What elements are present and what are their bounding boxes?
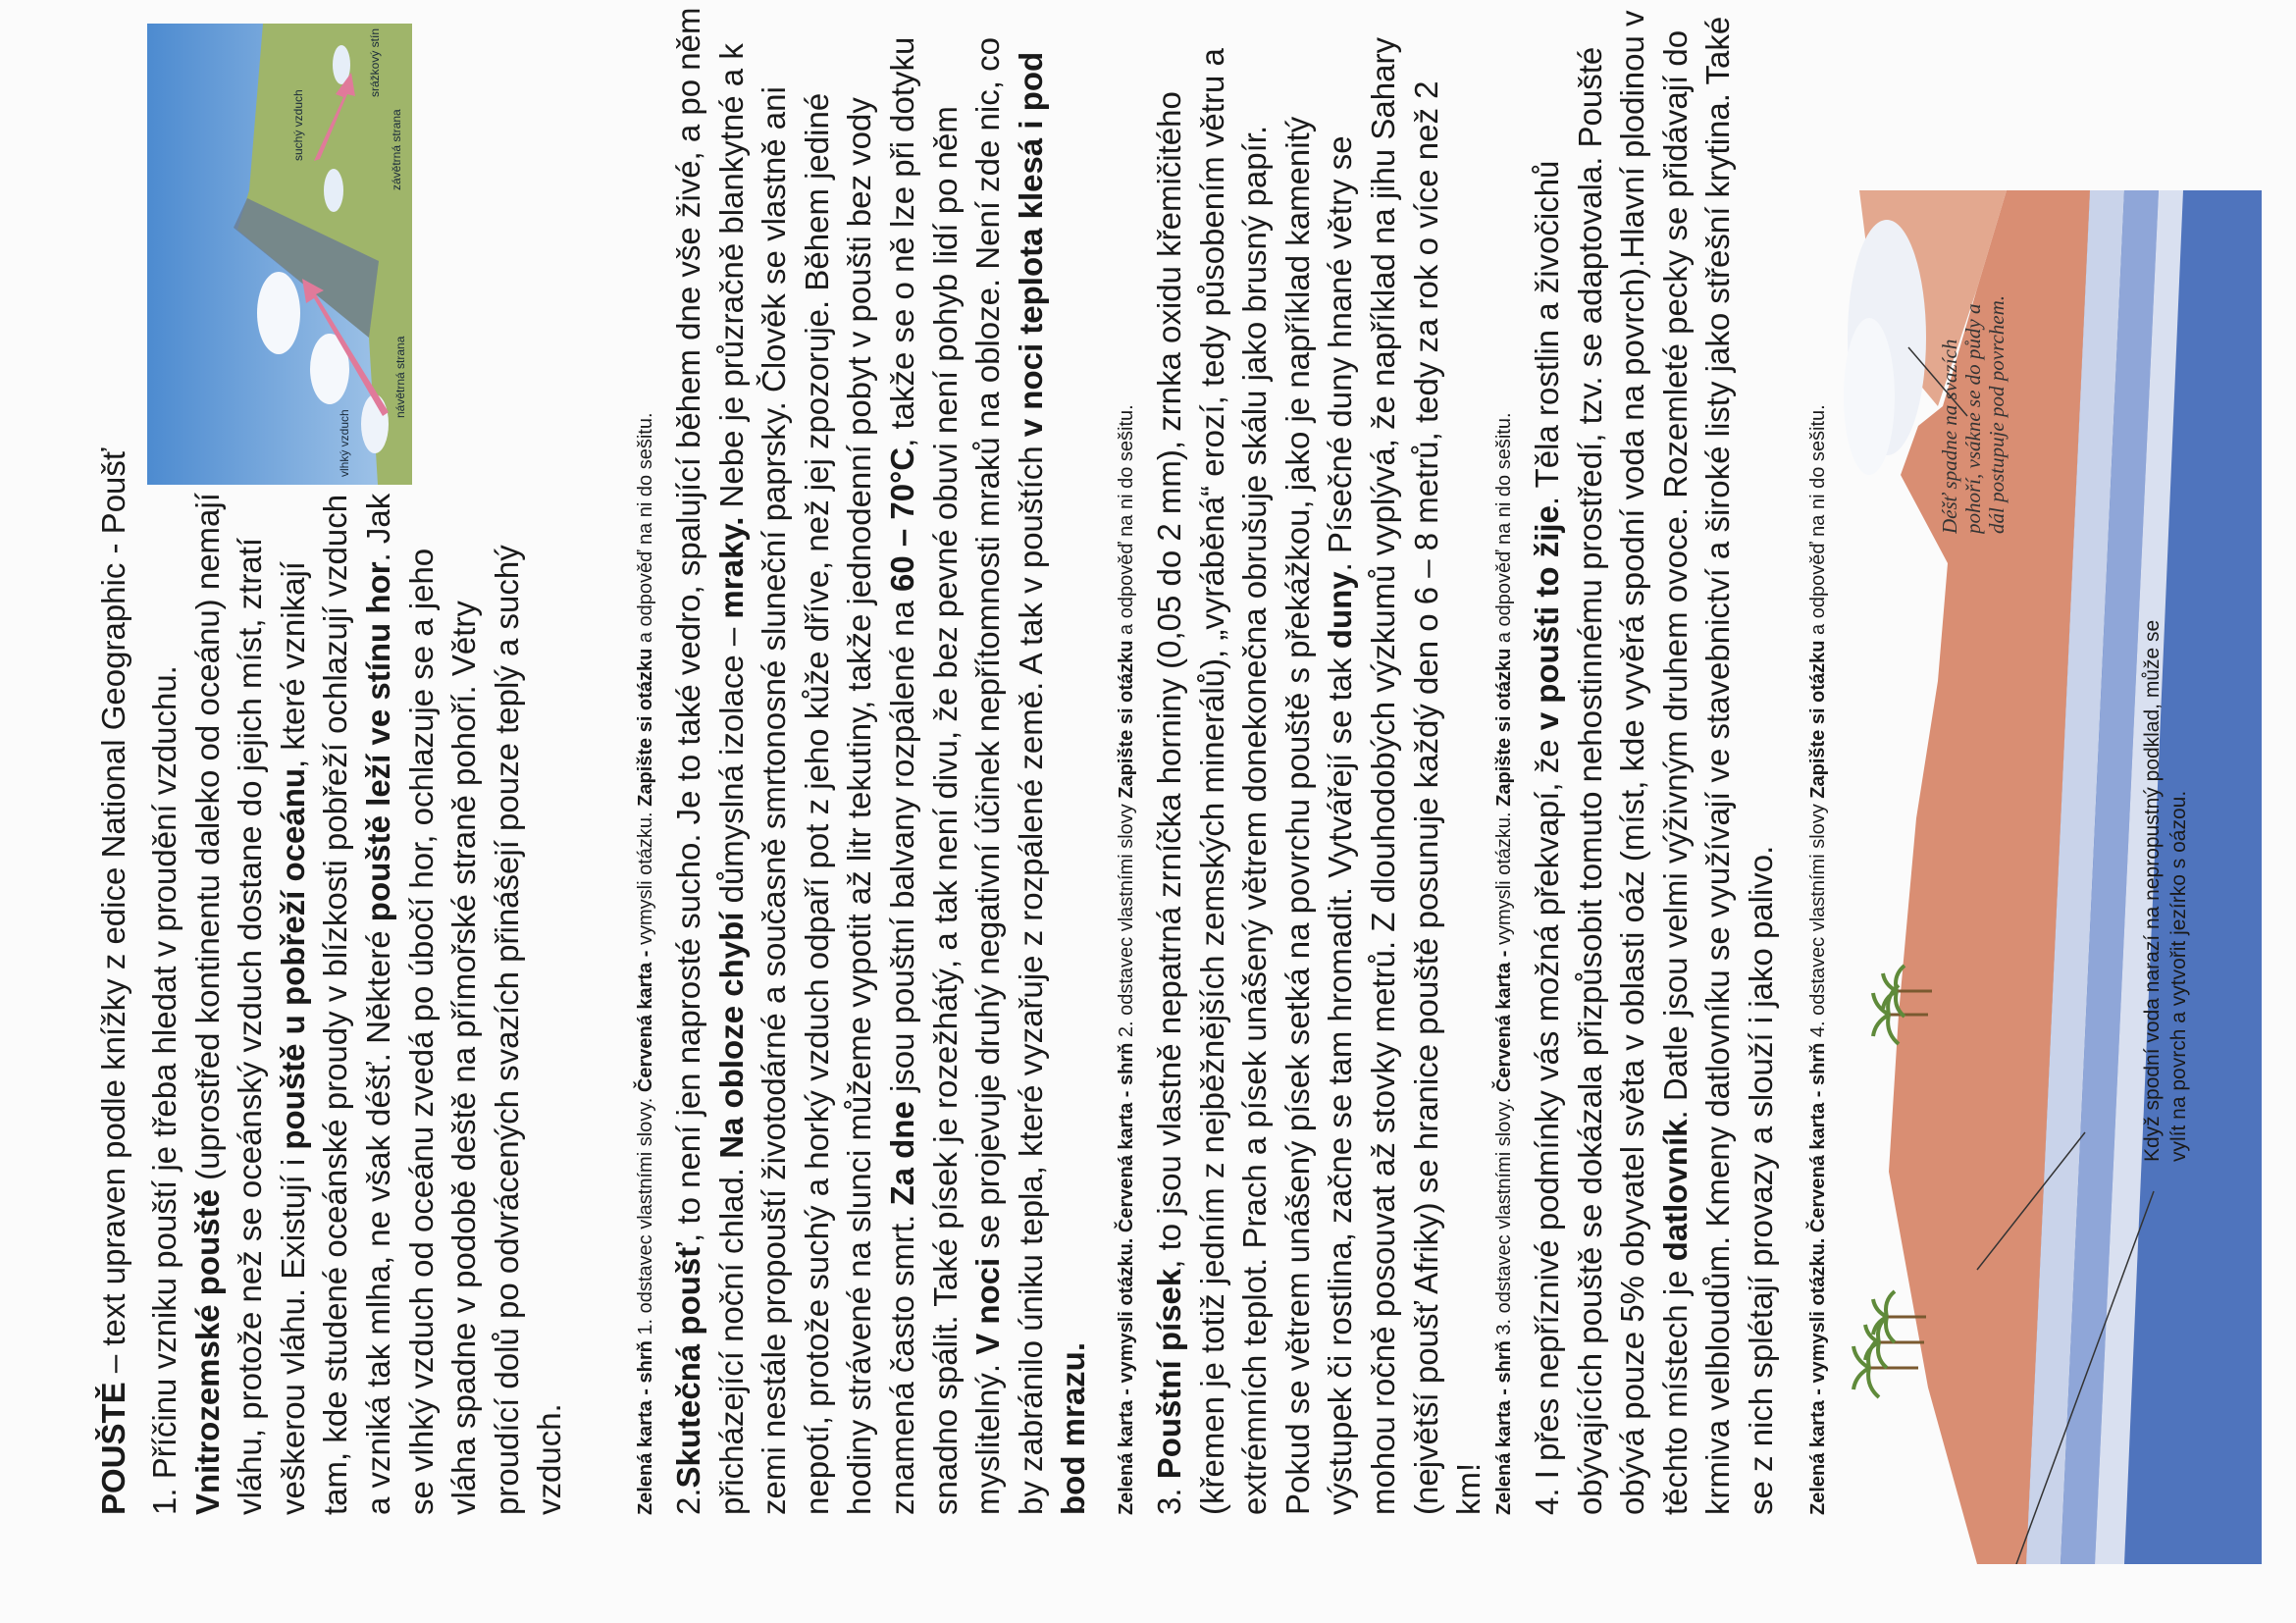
label-srazkovy-stin: srážkový stín: [368, 27, 382, 97]
oasis-cross-section-diagram: [1830, 190, 2262, 1564]
diagram-caption: Déšť spadne na svazích pohoří, vsákne se do půdy a dál postupuje pod povrchem.: [1938, 294, 2009, 534]
section-3-paragraph: 3. Pouštní písek, to jsou vlastně nepatrná zrníčka horniny (0,05 do 2 mm), zrnka oxidu křemičitého (křemen je totiž jedním z nejběžnějších zemských minerálů), „vyráběná“ erozí, tedy působením větru a extrémních teplot. Prach a písek unášený větrem donekonečna obrušuje skálu jako brusný papír. Pokud se větrem unášený písek setká na povrchu pouště s překážkou, jako je například kamenitý výstupek či rostlina, začne se tam hromadit. Vytvářejí se tak duny. Písečné duny hnané větry se mohou ročně posouvat až stovky metrů. Z dlouhodobých výzkumů vyplývá, že například na jihu Sahary (největší poušť Afriky) se hranice pouště posunuje každý den o 6 – 8 metrů, tedy za rok o více než 2 km!: [1151, 37, 1487, 1515]
label-navetrna-strana: návětrná strana: [393, 336, 407, 418]
section-4-paragraph: 4. I přes nepříznivé podmínky vás možná překvapí, že v poušti to žije. Těla rostlin a živočichů obývajících pouště se dokázala přizpůsobit tomuto nehostinnému prostředí, tzv. se adaptovala. Poušté obývá pouze 5% obyvatel světa v oblasti oáz (míst, kde vyvěrá spodní voda na povrch).Hlavní plodinou v těchto místech je datlovník. Datle jsou velmi výživným druhem ovoce. Rozemleté pecky se přidávají do krmiva velbloudům. Kmeny datlovníku se využívají ve stavebnictví a široké listy jako střešní krytina. Také se z nich splétají provazy a slouží i jako palivo.: [1529, 10, 1779, 1515]
section-1-paragraph: 1. Příčinu vzniku pouští je třeba hledat v proudění vzduchu. Vnitrozemské pouště (uprostřed kontinentu daleko od oceánu) nemají vláhu, protože než se oceánský vzduch dostane do jejich míst, ztratí veškerou vláhu. Existují i pouště u pobřeží oceánu, které vznikají tam, kde studené oceánské proudy v blízkosti pobřeží ochlazují vzduch a vzniká tak mlha, ne však déšť. Některé pouště leží ve stínu hor. Jak se vlhký vzduch od oceánu zvedá po úbočí hor, ochlazuje se a jeho vláha spadne v podobě deště na přímořské straně pohoří. Větry proudící dolů po odvrácených svazích přinášejí pouze teplý a suchý vzduch.: [146, 493, 568, 1515]
task-4-instruction: Zelená karta - vymysli otázku. Červená karta - shrň 4. odstavec vlastními slovy Zapište si otázku a odpověď na ni do sešitu.: [1807, 404, 1829, 1515]
label-suchy-vzduch: suchý vzduch: [291, 89, 305, 161]
oasis-note: Když spodní voda narazí na nepropustný podklad, může se vylít na povrch a vytvořit jezírko s oázou.: [2141, 619, 2190, 1162]
page-title: POUŠTĚ – text upraven podle knížky z edice National Geographic - Poušť: [95, 447, 131, 1515]
section-2-paragraph: 2.Skutečná poušť, to není jen naprosté sucho. Je to také vedro, spalující během dne vše živé, a po něm přicházející noční chlad. Na obloze chybí důmyslná izolace – mraky. Nebe je průzračně blankytné a k zemi nestále propouští životodárné a současně smrtonosné sluneční paprsky. Člověk se vlastně ani nepotí, protože suchý a horký vzduch odpaří pot z jeho kůže dříve, než jej zpozoruje. Během jediné hodiny strávené na slunci můžeme vypotit až litr tekutiny, takže jednodenní pobyt v poušti bez vody znamená často smrt. Za dne jsou pouštní balvany rozpálené na 60 – 70°C, takže se o ně lze při dotyku snadno spálit. Také písek je rozežhátý, a tak není divu, že bez pevné obuvi není pohyb lidí po něm myslitelný. V noci se projevuje druhý negativní účinek nepřítomnosti mraků na obloze. Není zde nic, co by zabránilo úniku tepla, které vyzařuje z rozpálené země. A tak v pouštích v noci teplota klesá i pod bod mrazu.: [670, 7, 1092, 1515]
rain-shadow-diagram: [147, 24, 412, 485]
task-3-instruction: Zelená karta - shrň 3. odstavec vlastními slovy. Červená karta - vymysli otázku. Zapište si otázku a odpověď na ni do sešitu.: [1493, 412, 1515, 1515]
label-zavetrna-strana: závětrná strana: [390, 109, 403, 190]
task-2-instruction: Zelená karta - vymysli otázku. Červená karta - shrň 2. odstavec vlastními slovy Zapište si otázku a odpověď na ni do sešitu.: [1116, 404, 1137, 1515]
task-1-instruction: Zelená karta - shrň 1. odstavec vlastními slovy. Červená karta - vymysli otázku. Zapište si otázku a odpověď na ni do sešitu.: [635, 412, 656, 1515]
label-vlhky-vzduch: vlhký vzduch: [338, 409, 351, 477]
